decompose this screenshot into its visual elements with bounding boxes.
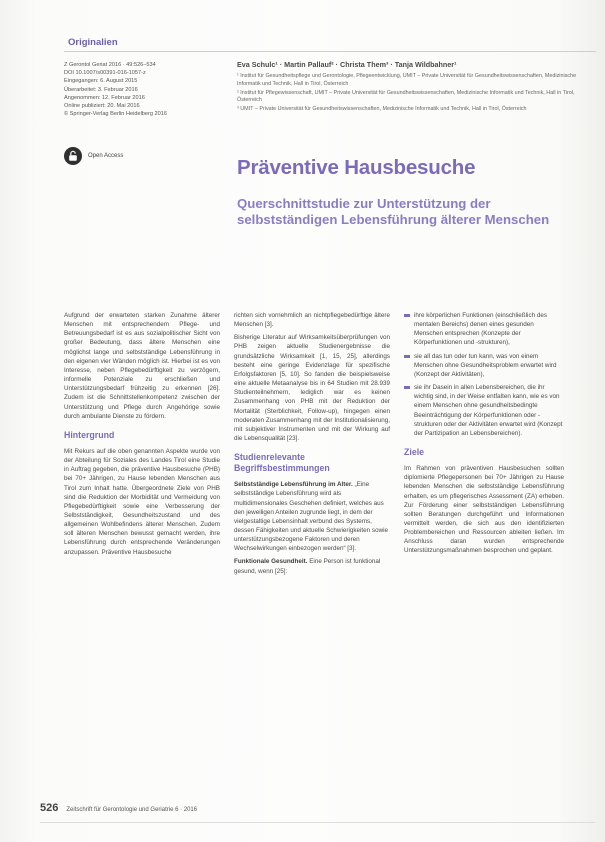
- meta-line: Z Gerontol Geriat 2016 · 49:526–534: [64, 62, 156, 68]
- affiliation: ³ UMIT – Private Universität für Gesundheitswissenschaften, Medizinische Informatik und Technik, Hall in Tirol, Österreich: [237, 106, 527, 113]
- meta-line: Eingegangen: 6. August 2015: [64, 78, 138, 85]
- definition-text: Eine Person ist funktional gesund, wenn [25]:: [234, 558, 381, 575]
- meta-line: Angenommen: 12. Februar 2016: [64, 94, 145, 101]
- meta-line: Überarbeitet: 3. Februar 2016: [64, 86, 138, 93]
- text-column-2: [234, 311, 390, 580]
- open-access-badge: [64, 146, 123, 166]
- affiliations: [237, 73, 592, 115]
- open-access-icon: [64, 147, 82, 165]
- header-rule: [64, 51, 596, 52]
- definition-text: „Eine selbstständige Lebensführung wird als multidimensionales Geschehen definiert, welches aus den jeweiligen Anteilen zugrunde liegt, in dem der vielgestaltige Lebensinhalt verbund des Systems, dessen Fähigkeiten und aktuelle Schwierigkeiten sowie unterstützungsbezogene Faktoren und deren Wechselwirkungen einbezogen werden“ [3].: [234, 481, 389, 553]
- open-access-label: Open Access: [88, 153, 124, 159]
- author-list: Eva Schulc¹ · Martin Pallauf² · Christa Them³ · Tanja Wildbahner¹: [237, 60, 457, 69]
- body-paragraph: richten sich vornehmlich an nichtpflegebedürftige ältere Menschen [3].: [234, 312, 390, 329]
- section-heading: Hintergrund: [64, 429, 115, 440]
- meta-line: DOI 10.1007/s00391-016-1057-z: [64, 70, 146, 77]
- journal-citation: Zeitschrift für Gerontologie und Geriatrie 6 · 2016: [66, 807, 198, 813]
- article-subtitle: Querschnittstudie zur Unterstützung der selbstständigen Lebensführung älterer Menschen: [237, 196, 550, 227]
- article-metadata: [64, 61, 234, 118]
- article-title: Präventive Hausbesuche: [237, 156, 476, 179]
- definition-term: Funktionale Gesundheit.: [234, 558, 308, 566]
- list-item: ihre körperlichen Funktionen (einschließlich des mentalen Bereichs) denen eines gesunden Menschen entsprechen (Konzepte der Körperfunktionen und -strukturen),: [404, 311, 564, 348]
- list-item: sie ihr Dasein in allen Lebensbereichen, die ihr wichtig sind, in der Weise entfalten kann, wie es von einem Menschen ohne gesundheitsbedingte Beeinträchtigung der Körperfunktionen oder -strukturen oder der Aktivitäten erwartet wird (Konzept der Partizipation an Lebensbereichen).: [404, 383, 564, 438]
- bullet-list: [404, 311, 564, 438]
- section-heading: Ziele: [404, 447, 425, 458]
- page-footer: [40, 802, 197, 814]
- section-heading: Studienrelevante Begriffsbestimmungen: [234, 452, 330, 474]
- body-paragraph: Mit Rekurs auf die oben genannten Aspekte wurde von der Abteilung für Soziales des Landes Tirol eine Studie in Auftrag gegeben, die präventive Hausbesuche (PHB) bei 70+ Jährigen, zu Hause lebenden Menschen aus Tirol zum Inhalt hatte. Übergeordnete Ziele von PHB sind die Reduktion der Morbidität und Vermeidung von Pflegebedürftigkeit sowie eine Verbesserung der Selbstständigkeit, Gesundheitszustand und des allgemeinen Wohlbefindens älterer Menschen. Zudem soll älteren Menschen bewusst gemacht werden, ihre Lebensführung durch entsprechende Veränderungen anzupassen. Präventive Hausbesuche: [64, 447, 220, 556]
- affiliation: ¹ Institut für Gesundheitspflege und Gerontologie, Pflegeentwicklung, UMIT – Private Universität für Gesundheitswissenschaften, Medizinische Informatik und Technik, Hall in Tirol, Österreich: [237, 73, 577, 87]
- body-paragraph: Bisherige Literatur auf Wirksamkeitsüberprüfungen von PHB zeigen aktuelle Studienergebnisse die grundsätzliche Wirksamkeit [1, 15, 25], allerdings besteht eine geringe Evidenzlage für spezifische Erfolgsfaktoren [5, 10]. So fanden die beispielsweise eine aktuelle Metaanalyse bis in 64 Studien mit 28.939 Studienteilnehmern, lediglich war es keinen Zusammenhang von PHB mit der Reduktion der Mortalität (Sterblichkeit, Follow-up), hingegen einen moderaten Zusammenhang mit der Institutionalisierung, mit subjektiver Instrumenten und mit der Wirkung auf die Lebensqualität [23].: [234, 334, 390, 443]
- list-item: sie all das tun oder tun kann, was von einem Menschen ohne Gesundheitsproblem erwartet wird (Konzept der Aktivitäten),: [404, 352, 564, 379]
- text-column-3: [404, 311, 564, 560]
- text-column-1: [64, 311, 220, 561]
- meta-line: Online publiziert: 20. Mai 2016: [64, 103, 140, 110]
- intro-paragraph: Aufgrund der erwarteten starken Zunahme älterer Menschen mit entsprechendem Pflege- und Betreuungsbedarf ist es aus sozialpolitischer Sicht von großer Bedeutung, dass ältere Menschen eine möglichst lange und selbstständige Lebensführung in den eigenen vier Wänden möglich ist. Hierbei ist es von Interesse, neben Pflegebedürftigkeit zu verzögern, informelle Potenziale zu erschließen und Unterstützungsbedarf frühzeitig zu erkennen [26]. Zudem ist die Schnittstellenkompetenz zwischen der Unterstützung und Pflege durch Angehörige sowie durch ambulante Dienste zu fördern.: [64, 312, 220, 420]
- section-label: Originalien: [68, 37, 118, 48]
- definition-term: Selbstständige Lebensführung im Alter.: [234, 481, 353, 489]
- footer-rule: [40, 822, 595, 823]
- page-number: 526: [40, 802, 59, 814]
- affiliation: ² Institut für Pflegewissenschaft, UMIT – Private Universität für Gesundheitswissenschaften, Medizinische Informatik und Technik, Hall in Tirol, Österreich: [237, 89, 575, 104]
- meta-line: © Springer-Verlag Berlin Heidelberg 2016: [64, 111, 168, 118]
- body-paragraph: Im Rahmen von präventiven Hausbesuchen sollten diplomierte Pflegepersonen bei 70+ Jährigen zu Hause lebenden Menschen die selbstständige Lebensführung erhalten, es um pflegerisches Assessment (ZA) erheben. Zur Förderung einer selbstständigen Lebensführung sollten Beratungen durchgeführt und Informationen vermittelt werden, die sich aus den identifizierten Problembereichen und Ressourcen ableiten ließen. Im Anschluss daran wurden entsprechende Unterstützungsmaßnahmen besprochen und geplant.: [404, 465, 564, 555]
